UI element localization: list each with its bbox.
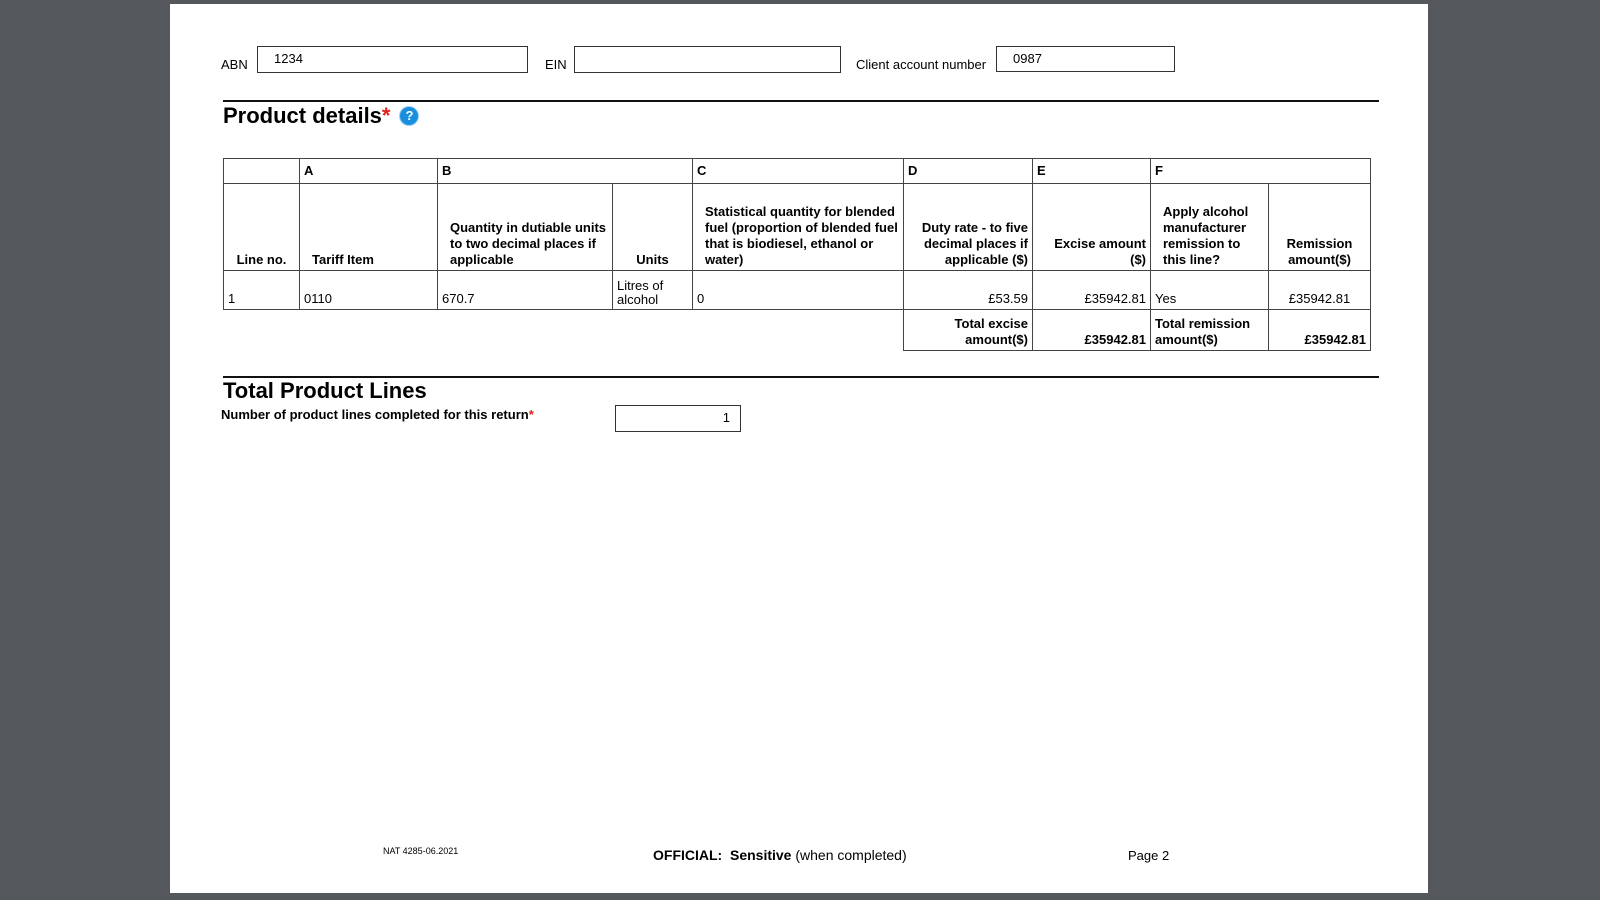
classification-bold: OFFICIAL: Sensitive: [653, 847, 792, 863]
header-quantity: Quantity in dutiable units to two decimal places if applicable: [438, 184, 613, 271]
product-lines-input[interactable]: 1: [615, 405, 741, 432]
cell-statistical-quantity[interactable]: 0: [693, 271, 904, 310]
required-mark: *: [381, 103, 391, 128]
ein-label: EIN: [545, 57, 567, 72]
cell-duty-rate[interactable]: £53.59: [904, 271, 1033, 310]
product-details-table: [223, 158, 1371, 351]
column-letter: D: [904, 159, 1033, 184]
header-excise-amount: Excise amount ($): [1033, 184, 1151, 271]
header-units: Units: [613, 184, 693, 271]
header-tariff-item: Tariff Item: [300, 184, 438, 271]
abn-label: ABN: [221, 57, 248, 72]
header-apply-remission: Apply alcohol manufacturer remission to this line?: [1151, 184, 1269, 271]
total-product-lines-title: Total Product Lines: [223, 378, 427, 403]
total-excise-value: £35942.81: [1033, 310, 1151, 351]
total-excise-label: Total excise amount($): [904, 310, 1033, 351]
column-letter: F: [1151, 159, 1371, 184]
cell-tariff-item[interactable]: 0110: [300, 271, 438, 310]
column-header-row: [224, 184, 1371, 271]
column-letter: C: [693, 159, 904, 184]
classification-note: (when completed): [795, 847, 907, 863]
total-remission-value: £35942.81: [1269, 310, 1371, 351]
client-account-label: Client account number: [856, 57, 987, 72]
cell-remission-amount[interactable]: £35942.81: [1269, 271, 1371, 310]
product-details-title: [223, 103, 418, 129]
help-icon[interactable]: ?: [400, 107, 418, 125]
total-remission-label: Total remission amount($): [1151, 310, 1269, 351]
product-lines-label-text: Number of product lines completed for this return: [221, 407, 529, 422]
table-row: [224, 271, 1371, 310]
product-lines-label: [221, 407, 534, 422]
abn-input[interactable]: 1234: [257, 46, 528, 73]
header-statistical-quantity: Statistical quantity for blended fuel (proportion of blended fuel that is biodiesel, ethanol or water): [693, 184, 904, 271]
column-letter-row: [224, 159, 1371, 184]
form-page: [170, 4, 1428, 893]
cell-line-no[interactable]: 1: [224, 271, 300, 310]
cell-apply-remission[interactable]: Yes: [1151, 271, 1269, 310]
totals-row: [224, 310, 1371, 351]
cell-units[interactable]: Litres of alcohol: [613, 271, 693, 310]
column-letter: A: [300, 159, 438, 184]
page-number: Page 2: [1128, 848, 1170, 863]
header-duty-rate: Duty rate - to five decimal places if applicable ($): [904, 184, 1033, 271]
header-line-no: Line no.: [224, 184, 300, 271]
client-account-input[interactable]: 0987: [996, 46, 1175, 72]
column-letter: E: [1033, 159, 1151, 184]
cell-quantity[interactable]: 670.7: [438, 271, 613, 310]
cell-excise-amount[interactable]: £35942.81: [1033, 271, 1151, 310]
ein-input[interactable]: [574, 46, 841, 73]
header-remission-amount: Remission amount($): [1269, 184, 1371, 271]
form-code: NAT 4285-06.2021: [383, 846, 459, 856]
column-letter: B: [438, 159, 693, 184]
section-divider: [223, 100, 1379, 102]
product-details-title-text: Product details: [223, 103, 382, 128]
column-letter: [224, 159, 300, 184]
empty-space: [224, 310, 904, 351]
required-mark: *: [528, 407, 534, 422]
classification: [653, 847, 907, 863]
